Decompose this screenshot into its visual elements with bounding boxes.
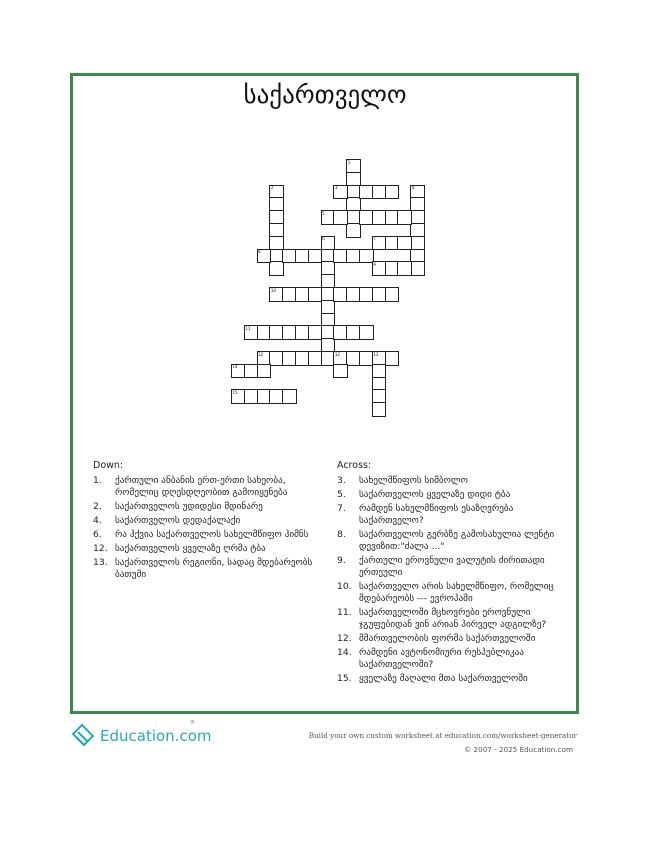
cell-number: 3 <box>334 185 338 191</box>
cell-number: 4 <box>411 185 415 191</box>
across-heading: Across: <box>337 460 372 471</box>
footer-build-text: Build your own custom worksheet at education.com/worksheet-generator <box>308 731 577 740</box>
down-heading: Down: <box>93 460 124 471</box>
education-logo-icon <box>70 722 96 750</box>
crossword-cell[interactable] <box>397 236 412 251</box>
clue-item: 11. საქართველოში მცხოვრები ეროვნული ჯგუფებიდან ვინ არიან პირველ ადგილზე? <box>337 607 547 630</box>
crossword-cell[interactable] <box>397 261 412 276</box>
clue-item: 10. საქართველო არის სახელმწიფო, რომელიც მდებარეობს --- ევროპაში <box>337 581 554 604</box>
cell-number: 12 <box>258 351 264 357</box>
cell-number: 7 <box>373 236 376 242</box>
clue-item: 2. საქართველოს უდიდესი მდინარე <box>93 501 263 512</box>
crossword-cell[interactable] <box>269 261 284 276</box>
cell-number: 12 <box>334 351 340 357</box>
page-title: საქართველო <box>243 80 407 109</box>
clue-item: 9. ქართული ეროვნული ვალუტის ძირითადი ერთეული <box>337 555 545 578</box>
crossword-cell[interactable] <box>397 210 412 225</box>
down-clues <box>93 460 313 583</box>
cell-number: 8 <box>258 249 261 255</box>
crossword-cell[interactable] <box>282 389 297 404</box>
clue-item: 6. რა ჰქვია საქართველოს სახელმწიფო ჰიმნს <box>93 529 309 540</box>
cell-number: 14 <box>232 364 238 370</box>
cell-number: 10 <box>270 287 276 293</box>
crossword-cell[interactable] <box>308 351 323 366</box>
cell-number: 1 <box>347 159 351 165</box>
crossword-cell[interactable] <box>333 364 348 379</box>
clue-item: 15. ყველაზე მაღალი მთა საქართველოში <box>337 673 528 684</box>
crossword-cell[interactable] <box>359 325 374 340</box>
footer-copyright: © 2007 - 2025 Education.com <box>464 745 573 754</box>
across-clues <box>337 460 562 687</box>
clue-item: 14. რამდენი ავტონომიური რესპუბლიკაა საქართველოში? <box>337 647 524 670</box>
cell-number: 2 <box>270 185 274 191</box>
crossword-cell[interactable] <box>308 287 323 302</box>
crossword-cell[interactable] <box>308 325 323 340</box>
cell-number: 11 <box>245 325 251 331</box>
clue-item: 7. რამდენ სახელმწიფოს ესაზღვრება საქართველო? <box>337 503 514 526</box>
clue-item: 5. საქართველოს ყველაზე დიდი ტბა <box>337 489 511 500</box>
crossword-cell[interactable] <box>385 351 400 366</box>
cell-number: 15 <box>232 389 238 395</box>
cell-number: 13 <box>373 351 379 357</box>
clue-item: 12. მმართველობის ფორმა საქართველოში <box>337 633 536 644</box>
cell-number: 9 <box>373 261 376 267</box>
cell-number: 6 <box>322 236 325 242</box>
crossword-cell[interactable] <box>257 364 272 379</box>
crossword-cell[interactable] <box>308 249 323 264</box>
clue-item: 8. საქართველოს გერბზე გამოსახულია ლენტი დევიზით:"ძალა ..." <box>337 529 555 552</box>
clue-item: 1. ქართული ანბანის ერთ-ერთი სახეობა, რომელიც დღესდღეობით გამოიყენება <box>93 475 288 498</box>
clue-item: 4. საქართველოს დედაქალაქი <box>93 515 241 526</box>
clue-item: 3. სახელმწიფოს სიმბოლო <box>337 475 468 486</box>
education-logo-text: Education.com <box>100 727 212 745</box>
clue-item: 12. საქართველოს ყველაზე ღრმა ტბა <box>93 543 266 554</box>
crossword-cell[interactable] <box>346 223 361 238</box>
cell-number: 5 <box>322 210 325 216</box>
registered-mark: ® <box>190 720 195 726</box>
crossword-cell[interactable] <box>333 210 348 225</box>
crossword-cell[interactable] <box>385 185 400 200</box>
clue-item: 13. საქართველოს რეგიონი, სადაც მდებარეობს ბათუმი <box>93 557 313 580</box>
crossword-cell[interactable] <box>372 402 387 417</box>
crossword-cell[interactable] <box>385 287 400 302</box>
crossword-cell[interactable] <box>410 261 425 276</box>
education-logo[interactable] <box>70 722 211 750</box>
